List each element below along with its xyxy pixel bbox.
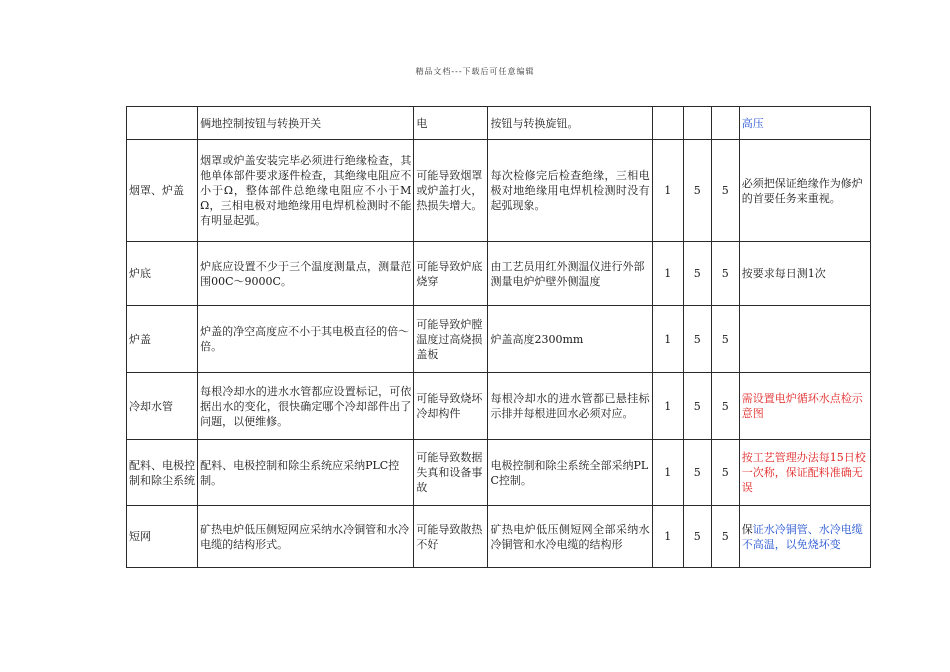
consequence-cell: 电 bbox=[414, 107, 488, 140]
e-score-cell: 5 bbox=[683, 373, 711, 440]
table-row bbox=[127, 107, 871, 140]
remark-cell bbox=[739, 506, 870, 568]
e-score-cell: 5 bbox=[683, 140, 711, 242]
measure-cell: 每次检修完后检查绝缘，三相电极对地绝缘用电焊机检测时没有起弧现象。 bbox=[488, 140, 652, 242]
measure-cell: 矿热电炉低压侧短网全部采纳水冷铜管和水冷电缆的结构形 bbox=[488, 506, 652, 568]
l-score-cell: 1 bbox=[652, 242, 683, 306]
c-score-cell: 5 bbox=[711, 440, 739, 506]
consequence-cell: 可能导致数据失真和设备事故 bbox=[414, 440, 488, 506]
consequence-cell: 可能导致散热不好 bbox=[414, 506, 488, 568]
item-cell: 短网 bbox=[127, 506, 198, 568]
consequence-cell: 可能导致烟罩或炉盖打火，热损失增大。 bbox=[414, 140, 488, 242]
measure-cell: 炉盖高度2300mm bbox=[488, 306, 652, 373]
item-cell: 炉底 bbox=[127, 242, 198, 306]
table-row bbox=[127, 506, 871, 568]
e-score-cell: 5 bbox=[683, 440, 711, 506]
e-score-cell: 5 bbox=[683, 242, 711, 306]
c-score-cell: 5 bbox=[711, 373, 739, 440]
c-score-cell: 5 bbox=[711, 140, 739, 242]
consequence-cell: 可能导致炉膛温度过高烧损盖板 bbox=[414, 306, 488, 373]
remark-text: 证水冷铜管、水冷电缆不高温，以免烧坏变 bbox=[741, 522, 863, 551]
table-row bbox=[127, 140, 871, 242]
table-row bbox=[127, 373, 871, 440]
table-row bbox=[127, 306, 871, 373]
remark-cell: 按工艺管理办法每15日校一次称，保证配料准确无误 bbox=[739, 440, 870, 506]
risk-assessment-table bbox=[126, 106, 871, 568]
remark-cell: 高压 bbox=[739, 107, 870, 140]
e-score-cell: 5 bbox=[683, 506, 711, 568]
item-cell: 冷却水管 bbox=[127, 373, 198, 440]
consequence-cell: 可能导致烧坏冷却构件 bbox=[414, 373, 488, 440]
item-cell: 炉盖 bbox=[127, 306, 198, 373]
measure-cell: 电极控制和除尘系统全部采纳PLC控制。 bbox=[488, 440, 652, 506]
remark-prefix: 保 bbox=[741, 522, 753, 536]
requirement-cell: 俩地控制按钮与转换开关 bbox=[198, 107, 414, 140]
e-score-cell bbox=[683, 107, 711, 140]
measure-cell: 每根冷却水的进水管都已悬挂标示排并每根进回水必须对应。 bbox=[488, 373, 652, 440]
l-score-cell bbox=[652, 107, 683, 140]
e-score-cell: 5 bbox=[683, 306, 711, 373]
table-row bbox=[127, 440, 871, 506]
consequence-cell: 可能导致炉底烧穿 bbox=[414, 242, 488, 306]
page-header: 精品文档---下载后可任意编辑 bbox=[415, 67, 535, 76]
item-cell bbox=[127, 107, 198, 140]
l-score-cell: 1 bbox=[652, 440, 683, 506]
item-cell: 配料、电极控制和除尘系统 bbox=[127, 440, 198, 506]
measure-cell: 由工艺员用红外测温仪进行外部测量电炉炉壁外侧温度 bbox=[488, 242, 652, 306]
l-score-cell: 1 bbox=[652, 506, 683, 568]
requirement-cell: 每根冷却水的进水水管都应设置标记，可依据出水的变化，很快确定哪个冷却部件出了问题，以便维修。 bbox=[198, 373, 414, 440]
measure-cell: 按钮与转换旋钮。 bbox=[488, 107, 652, 140]
c-score-cell: 5 bbox=[711, 306, 739, 373]
remark-cell: 按要求每日测1次 bbox=[739, 242, 870, 306]
requirement-cell: 配料、电极控制和除尘系统应采纳PLC控制。 bbox=[198, 440, 414, 506]
l-score-cell: 1 bbox=[652, 306, 683, 373]
item-cell: 烟罩、炉盖 bbox=[127, 140, 198, 242]
requirement-cell: 烟罩或炉盖安装完毕必须进行绝缘检查，其他单体部件要求逐件检查，其绝缘电阻应不小于Ω，整体部件总绝缘电阻应不小于MΩ，三相电极对地绝缘用电焊机检测时不能有明显起弧。 bbox=[198, 140, 414, 242]
remark-cell: 必须把保证绝缘作为修炉的首要任务来重视。 bbox=[739, 140, 870, 242]
remark-cell bbox=[739, 306, 870, 373]
table-row bbox=[127, 242, 871, 306]
c-score-cell: 5 bbox=[711, 242, 739, 306]
c-score-cell: 5 bbox=[711, 506, 739, 568]
l-score-cell: 1 bbox=[652, 140, 683, 242]
l-score-cell: 1 bbox=[652, 373, 683, 440]
requirement-cell: 炉底应设置不少于三个温度测量点，测量范围00C～9000C。 bbox=[198, 242, 414, 306]
c-score-cell bbox=[711, 107, 739, 140]
remark-cell: 需设置电炉循环水点检示意图 bbox=[739, 373, 870, 440]
requirement-cell: 矿热电炉低压侧短网应采纳水冷铜管和水冷电缆的结构形式。 bbox=[198, 506, 414, 568]
requirement-cell: 炉盖的净空高度应不小于其电极直径的倍～倍。 bbox=[198, 306, 414, 373]
